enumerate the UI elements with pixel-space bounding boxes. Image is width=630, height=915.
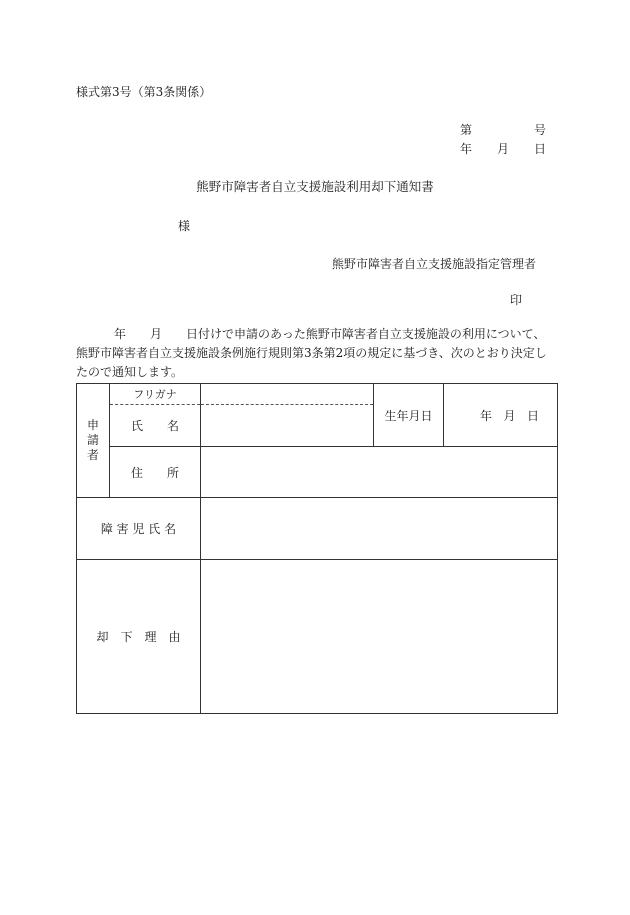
- body-month: 月: [150, 327, 163, 341]
- document-title: 熊野市障害者自立支援施設利用却下通知書: [196, 179, 434, 194]
- birthdate-field[interactable]: [444, 384, 558, 447]
- birthdate-label: 生年月日: [374, 384, 444, 447]
- doc-number-label: 第: [460, 123, 473, 137]
- rejection-reason-label: 却 下 理 由: [77, 560, 201, 714]
- document-number: [460, 124, 546, 136]
- address-label: 住 所: [110, 447, 201, 498]
- child-name-label: 障 害 児 氏 名: [77, 498, 201, 560]
- addressee-suffix: 様: [178, 219, 191, 233]
- applicant-table: [76, 383, 558, 714]
- body-year: 年: [114, 327, 127, 341]
- document-date: [460, 143, 546, 155]
- birth-year-label: 年: [480, 408, 493, 423]
- name-label: 氏 名: [110, 405, 201, 447]
- doc-number-suffix: 号: [533, 123, 546, 137]
- rejection-reason-field[interactable]: [201, 560, 558, 714]
- address-field[interactable]: [201, 447, 558, 498]
- seal-mark: 印: [510, 293, 523, 307]
- date-day-label: 日: [533, 142, 546, 156]
- form-number: 様式第3号（第3条関係）: [76, 85, 212, 99]
- body-text: 日付けで申請のあった熊野市障害者自立支援施設の利用について、熊野市障害者自立支援施設条例施行規則第3条第2項の規定に基づき、次のとおり決定したので通知します。: [76, 327, 547, 379]
- date-month-label: 月: [496, 142, 509, 156]
- child-name-field[interactable]: [201, 498, 558, 560]
- name-field[interactable]: [201, 405, 374, 447]
- birth-month-label: 月: [503, 408, 516, 423]
- applicant-label: 申 請 者: [77, 384, 110, 498]
- birth-day-label: 日: [526, 408, 539, 423]
- furigana-label: フリガナ: [110, 384, 201, 405]
- date-year-label: 年: [460, 142, 473, 156]
- body-paragraph: [76, 325, 556, 382]
- furigana-field[interactable]: [201, 384, 374, 405]
- issuer-name: 熊野市障害者自立支援施設指定管理者: [332, 257, 537, 271]
